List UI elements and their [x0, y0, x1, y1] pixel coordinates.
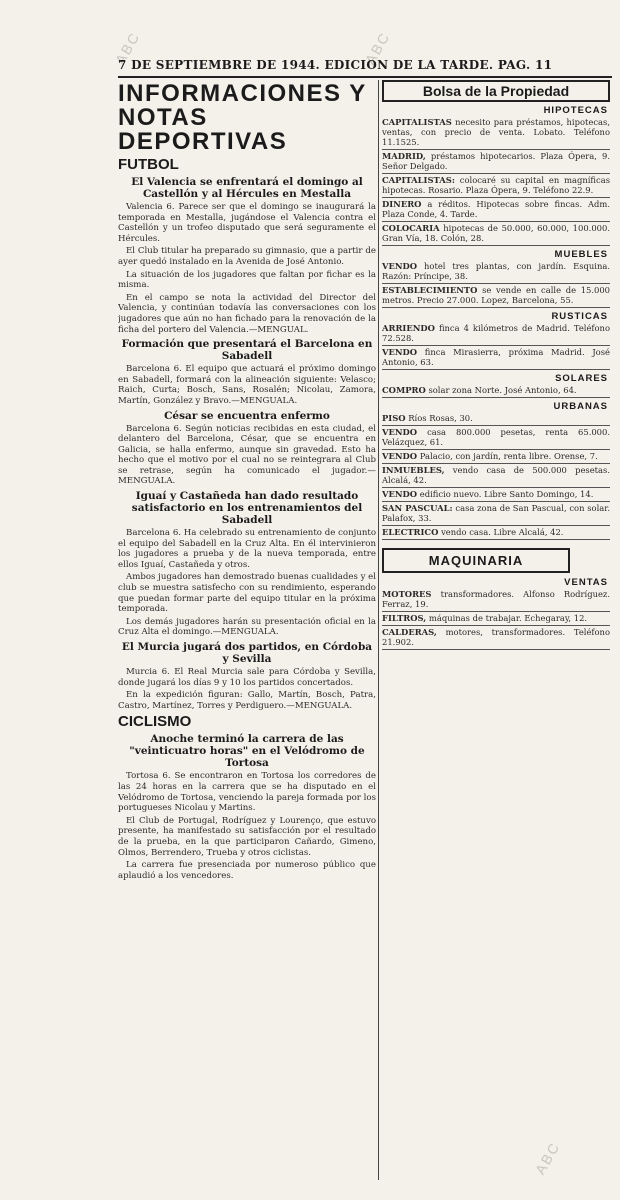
section-futbol: FUTBOL — [118, 156, 179, 173]
column-divider — [378, 80, 379, 1180]
classified-ad: COLOCARIA hipotecas de 50.000, 60.000, 100.000. Gran Vía, 18. Colón, 28. — [382, 223, 610, 246]
article-paragraph: La carrera fue presenciada por numeroso público que aplaudió a los vencedores. — [118, 860, 376, 881]
header-rule — [118, 76, 612, 78]
article-paragraph: Valencia 6. Parece ser que el domingo se inaugurará la temporada en Mestalla, jugándose el Valencia contra el Castellón y un trofeo disputado que será seguramente el Hércules. — [118, 202, 376, 244]
article-headline: El Valencia se enfrentará el domingo al Castellón y al Hércules en Mestalla — [131, 176, 363, 200]
classified-ad: VENDO casa 800.000 pesetas, renta 65.000. Velázquez, 61. — [382, 427, 610, 450]
classified-ad: SAN PASCUAL: casa zona de San Pascual, con solar. Palafox, 33. — [382, 503, 610, 526]
article-headline: Anoche terminó la carrera de las "veinticuatro horas" en el Velódromo de Tortosa — [129, 733, 365, 770]
category-heading: HIPOTECAS — [543, 105, 608, 116]
article-headline: El Murcia jugará dos partidos, en Córdoba y Sevilla — [121, 641, 373, 665]
article-headline: Iguaí y Castañeda han dado resultado satisfactorio en los entrenamientos del Sabadell — [131, 490, 363, 527]
classified-ad: MOTORES transformadores. Alfonso Rodríguez. Ferraz, 19. — [382, 589, 610, 612]
abc-watermark: ABC — [531, 1138, 564, 1178]
classified-ad: FILTROS, máquinas de trabajar. Echegaray, 12. — [382, 613, 610, 626]
abc-watermark: ABC — [111, 28, 144, 68]
classified-ad: VENDO edificio nuevo. Libre Santo Domingo, 14. — [382, 489, 610, 502]
article-paragraph: Ambos jugadores han demostrado buenas cualidades y el club se muestra satisfecho con su rendimiento, esperando que puedan formar parte del equipo titular en la próxima temporada. — [118, 572, 376, 615]
article-paragraph: Tortosa 6. Se encontraron en Tortosa los corredores de las 24 horas en la carrera que se ha disputado en el Velódromo de Tortosa, venciendo la pareja formada por los portugueses Nicolau y Martins. — [118, 771, 376, 814]
category-heading: URBANAS — [553, 401, 608, 412]
article-paragraph: Murcia 6. El Real Murcia sale para Córdoba y Sevilla, donde jugará los días 9 y 10 los partidos concertados. — [118, 667, 376, 688]
category-heading: SOLARES — [555, 373, 608, 384]
section-ciclismo: CICLISMO — [118, 713, 192, 731]
page-header: 7 DE SEPTIEMBRE DE 1944. EDICION DE LA TARDE. PAG. 11 — [118, 58, 553, 72]
classified-ad: PISO Ríos Rosas, 30. — [382, 413, 610, 426]
article-paragraph: En el campo se nota la actividad del Director del Valencia, y continúan todavía las conversaciones con los jugadores que aún no han fichado para la renovación de la ficha del portero del Valencia.—MENGUAL. — [118, 292, 376, 335]
classified-ad: COMPRO solar zona Norte. José Antonio, 64. — [382, 385, 610, 398]
classified-ad: VENDO Palacio, con jardín, renta libre. Orense, 7. — [382, 451, 610, 464]
article-paragraph: La situación de los jugadores que faltan por fichar es la misma. — [118, 269, 376, 291]
category-heading: VENTAS — [564, 577, 608, 588]
article-paragraph: El Club titular ha preparado su gimnasio, que a partir de ayer quedó instalado en la Avenida de José Antonio. — [118, 246, 376, 267]
category-heading: RUSTICAS — [551, 311, 608, 322]
classified-ad: ESTABLECIMIENTO se vende en calle de 15.000 metros. Precio 27.000. Lopez, Barcelona, 55. — [382, 285, 610, 308]
article-paragraph: El Club de Portugal, Rodríguez y Lourenço, que estuvo presente, ha manifestado su satisfacción por el resultado de la prueba, en la que participaron Cañardo, Gimeno, Olmos, Berrendero, Trueba y otros ciclistas. — [118, 815, 376, 858]
classified-ad: CALDERAS, motores, transformadores. Teléfono 21.902. — [382, 627, 610, 650]
ads-hipotecas — [382, 117, 610, 246]
classified-ad: ELECTRICO vendo casa. Libre Alcalá, 42. — [382, 527, 610, 540]
category-heading: MUEBLES — [554, 249, 608, 260]
classified-ad: CAPITALISTAS necesito para préstamos, hipotecas, ventas, con precio de venta. Lobato. Teléfono 11.1525. — [382, 117, 610, 150]
bolsa-banner: Bolsa de la Propiedad — [382, 80, 610, 102]
abc-watermark: ABC — [361, 28, 394, 68]
article-headline: César se encuentra enfermo — [164, 409, 330, 422]
article-paragraph: Barcelona 6. El equipo que actuará el próximo domingo en Sabadell, formará con la alineación siguiente: Velasco; Raich, Curta; Bosch, Sans, Rosalén; Nicolau, Zamora, Martín, González y Bravo.—MENGUALA. — [118, 364, 376, 406]
article-paragraph: En la expedición figuran: Gallo, Martín, Bosch, Patra, Castro, Martínez, Torres y Perdiguero.—MENGUALA. — [118, 690, 376, 711]
article-paragraph: Barcelona 6. Según noticias recibidas en esta ciudad, el delantero del Barcelona, César, que se encuentra en Galicia, se halla enfermo, aunque sin gravedad. Esto ha hecho que el motivo por el cual no se reintegrara al Club se retrase, según ha comunicado el jugador.—MENGUALA. — [118, 423, 376, 487]
classified-ad: VENDO finca Mirasierra, próxima Madrid. José Antonio, 63. — [382, 347, 610, 370]
article-paragraph: Los demás jugadores harán su presentación oficial en la Cruz Alta el domingo.—MENGUALA. — [118, 616, 376, 638]
page-title: INFORMACIONES Y NOTAS DEPORTIVAS — [118, 80, 367, 155]
classified-ad: VENDO hotel tres plantas, con jardín. Esquina. Razón: Príncipe, 38. — [382, 261, 610, 284]
classified-ad: DINERO a réditos. Hipotecas sobre fincas. Adm. Plaza Conde, 4. Tarde. — [382, 199, 610, 222]
classified-ad: INMUEBLES, vendo casa de 500.000 pesetas. Alcalá, 42. — [382, 465, 610, 488]
maquinaria-banner: MAQUINARIA — [382, 548, 570, 573]
classified-ad: ARRIENDO finca 4 kilómetros de Madrid. Teléfono 72.528. — [382, 323, 610, 346]
article-paragraph: Barcelona 6. Ha celebrado su entrenamiento de conjunto el equipo del Sabadell en la Cruz Alta. En él intervinieron los jugadores a prueba y de la nueva temporada, entre ellos Iguaí, Castañeda y otros. — [118, 528, 376, 570]
sports-column — [118, 80, 376, 1190]
article-headline: Formación que presentará el Barcelona en Sabadell — [121, 338, 373, 363]
classifieds-column — [382, 80, 610, 1190]
classified-ad: CAPITALISTAS: colocaré su capital en magníficas hipotecas. Rosario. Plaza Ópera, 9. Teléfono 22.9. — [382, 175, 610, 198]
classified-ad: MADRID, préstamos hipotecarios. Plaza Ópera, 9. Señor Delgado. — [382, 151, 610, 174]
